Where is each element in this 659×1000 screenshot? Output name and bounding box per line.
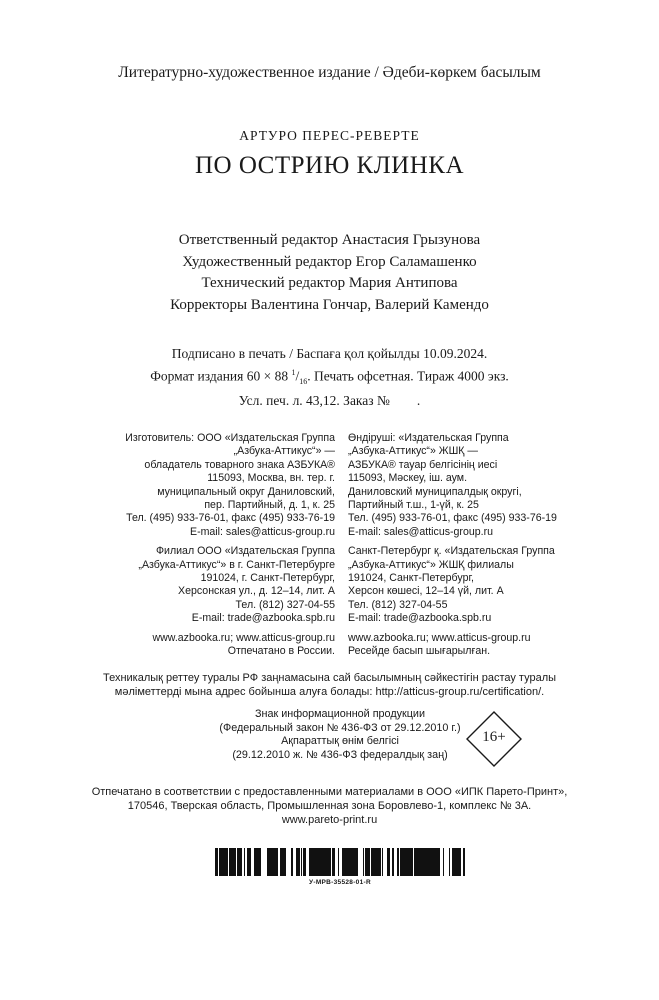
manufacturer-block-kz xyxy=(348,432,578,539)
text-line: Филиал ООО «Издательская Группа xyxy=(155,545,335,558)
text-line: муниципальный округ Даниловский, xyxy=(157,485,335,498)
text-line: E-mail: trade@azbooka.spb.ru xyxy=(191,612,335,625)
editor-art: Художественный редактор Егор Саламашенко xyxy=(182,253,477,270)
text-line: 191024, г. Санкт-Петербург, xyxy=(200,572,335,585)
info-product-sign xyxy=(210,708,470,762)
text-line: Тел. (495) 933-76-01, факс (495) 933-76-19 xyxy=(126,512,335,525)
barcode-label: У-МРВ-35528-01-R xyxy=(309,879,371,886)
age-rating-text: 16+ xyxy=(482,729,506,745)
text-line: Изготовитель: ООО «Издательская Группа xyxy=(125,432,335,444)
text-line: „Азбука-Аттикус“» — xyxy=(233,445,335,458)
text-line: Отпечатано в соответствии с предоставленными материалами в ООО «ИПК Парето-Принт», xyxy=(91,786,568,798)
format-fraction-num: 1 xyxy=(291,368,296,377)
sheets-order-text: Усл. печ. л. 43,12. Заказ № xyxy=(238,393,390,409)
text-line: „Азбука-Аттикус“» ЖШҚ филиалы xyxy=(348,558,514,571)
text-line: 170546, Тверская область, Промышленная зона Боровлево-1, комплекс № 3А. xyxy=(127,799,532,812)
text-line: пер. Партийный, д. 1, к. 25 xyxy=(204,499,335,512)
text-line: E-mail: trade@azbooka.spb.ru xyxy=(348,612,492,625)
text-line: „Азбука-Аттикус“» ЖШҚ — xyxy=(348,445,478,458)
text-line: Даниловский муниципалдық округі, xyxy=(348,485,522,498)
web-block-kz xyxy=(348,632,578,659)
sheets-order: Усл. печ. л. 43,12. Заказ № . xyxy=(238,393,421,409)
text-line: Знак информационной продукции xyxy=(255,708,425,720)
text-line: Ақпараттық өнім белгісі xyxy=(281,735,399,748)
age-rating-badge xyxy=(466,711,522,767)
tech-regulation-note xyxy=(0,672,659,699)
editor-technical: Технический редактор Мария Антипова xyxy=(201,275,458,291)
signed-to-print: Подписано в печать / Баспаға қол қойылды 10.09.2024. xyxy=(171,346,488,361)
proofreaders: Корректоры Валентина Гончар, Валерий Камендо xyxy=(170,296,489,313)
branch-block-ru xyxy=(110,545,335,625)
text-line: 115093, Мәскеу, іш. аум. xyxy=(348,472,468,485)
text-line: обладатель товарного знака АЗБУКА® xyxy=(144,458,335,471)
text-line: Тел. (495) 933-76-01, факс (495) 933-76-19 xyxy=(348,512,557,525)
book-title: ПО ОСТРИЮ КЛИНКА xyxy=(194,152,465,179)
editor-responsible: Ответственный редактор Анастасия Грызунова xyxy=(178,232,481,248)
genre-line: Литературно-художественное издание / Әдеби-көркем басылым xyxy=(118,64,541,81)
text-line: Тел. (812) 327-04-55 xyxy=(235,598,335,611)
text-line: Херсон көшесі, 12–14 үй, лит. А xyxy=(348,585,504,598)
editors-block xyxy=(0,230,659,316)
print-info-block xyxy=(0,344,659,410)
text-line: www.azbooka.ru; www.atticus-group.ru xyxy=(348,631,531,644)
printer-info xyxy=(0,786,659,827)
text-line: Тел. (812) 327-04-55 xyxy=(348,598,448,611)
text-line: Партийный т.ш., 1-үй, к. 25 xyxy=(348,499,479,512)
text-line: Ресейде басып шығарылған. xyxy=(348,645,491,658)
text-line: E-mail: sales@atticus-group.ru xyxy=(348,525,493,538)
publisher-column-kz xyxy=(348,432,578,665)
text-line: АЗБУКА® тауар белгісінің иесі xyxy=(348,458,498,471)
text-line: 115093, Москва, вн. тер. г. xyxy=(207,472,335,485)
format-prefix: Формат издания 60 × 88 xyxy=(150,368,292,384)
text-line: 191024, Санкт-Петербург, xyxy=(348,572,474,585)
format-line: Формат издания 60 × 88 $^1/_{16}$. Печать офсетная. Тираж 4000 экз. xyxy=(150,368,509,387)
format-suffix: . Печать офсетная. Тираж 4000 экз. xyxy=(307,368,509,384)
text-line: www.azbooka.ru; www.atticus-group.ru xyxy=(152,631,335,644)
text-line: Отпечатано в России. xyxy=(227,645,335,658)
branch-block-kz xyxy=(348,545,578,625)
text-line: E-mail: sales@atticus-group.ru xyxy=(190,525,335,538)
author-name: АРТУРО ПЕРЕС-РЕВЕРТЕ xyxy=(239,128,420,143)
text-line: „Азбука-Аттикус“» в г. Санкт-Петербурге xyxy=(138,558,335,571)
text-line: Техникалық реттеу туралы РФ заңнамасына сай басылымның сәйкестігін растау туралы xyxy=(102,672,557,684)
text-line: Өндіруші: «Издательская Группа xyxy=(348,432,509,444)
manufacturer-block-ru xyxy=(110,432,335,539)
text-line: Херсонская ул., д. 12–14, лит. А xyxy=(178,585,335,598)
text-line: (29.12.2010 ж. № 436-ФЗ федералдық заң) xyxy=(232,748,448,761)
publisher-column-ru xyxy=(110,432,335,665)
text-line: (Федеральный закон № 436-ФЗ от 29.12.2010 г.) xyxy=(219,721,461,734)
barcode-icon xyxy=(215,848,465,876)
format-fraction-den: 16 xyxy=(299,377,308,387)
text-line: мәліметтерді мына адрес бойынша алуға болады: http://atticus-group.ru/certification/. xyxy=(114,685,545,698)
web-block-ru xyxy=(110,632,335,659)
text-line: www.pareto-print.ru xyxy=(281,813,378,826)
text-line: Санкт-Петербург қ. «Издательская Группа xyxy=(348,545,555,558)
